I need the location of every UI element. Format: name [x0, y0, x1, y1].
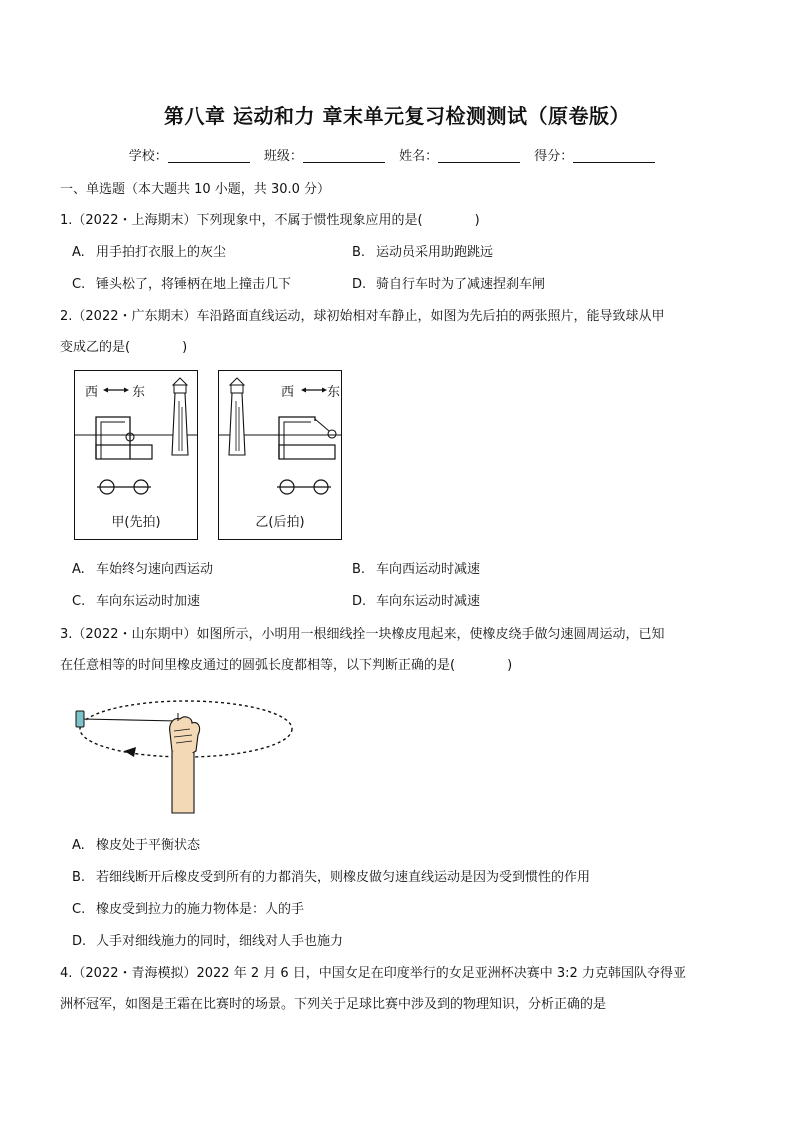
- q3-option-c[interactable]: [72, 898, 304, 917]
- question-2-stem-line1: 2.（2022・广东期末）车沿路面直线运动，球初始相对车静止，如图为先后拍的两张照片，能导致球从甲: [60, 309, 665, 324]
- name-label: 姓名：: [399, 149, 439, 164]
- section-heading: 一、单选题（本大题共 10 小题，共 30.0 分）: [60, 182, 331, 197]
- school-label: 学校：: [128, 149, 168, 164]
- hand-icon: [170, 713, 200, 813]
- question-2-stem-line2: [60, 336, 187, 355]
- q2-option-a[interactable]: [72, 558, 213, 577]
- q1-option-b[interactable]: [352, 241, 493, 260]
- option-text: 车向西运动时减速: [376, 562, 481, 577]
- option-key: B.: [352, 562, 366, 577]
- photo-caption: 乙(后拍): [255, 515, 305, 530]
- option-key: B.: [352, 245, 366, 260]
- option-text: 锤头松了，将锤柄在地上撞击几下: [96, 277, 292, 292]
- option-key: A.: [72, 562, 85, 577]
- option-key: D.: [72, 934, 87, 949]
- student-info-row: [0, 145, 794, 164]
- option-key: C.: [72, 277, 86, 292]
- score-label: 得分：: [534, 149, 574, 164]
- question-3-stem-line2: [60, 654, 512, 673]
- q2-option-b[interactable]: [352, 558, 480, 577]
- page-title: 第八章 运动和力 章末单元复习检测测试（原卷版）: [164, 104, 630, 128]
- option-key: A.: [72, 838, 85, 853]
- photo-frame-yi: [218, 370, 342, 540]
- class-label: 班级：: [263, 149, 303, 164]
- option-key: C.: [72, 594, 86, 609]
- q3-option-b[interactable]: [72, 866, 590, 885]
- option-text: 若细线断开后橡皮受到所有的力都消失，则橡皮做匀速直线运动是因为受到惯性的作用: [96, 870, 591, 885]
- close-paren: ): [182, 340, 188, 355]
- class-blank[interactable]: [303, 148, 385, 163]
- option-text: 车始终匀速向西运动: [96, 562, 214, 577]
- question-1-stem: [60, 209, 480, 228]
- option-key: A.: [72, 245, 85, 260]
- question-4-stem-line2: 洲杯冠军，如图是王霜在比赛时的场景。下列关于足球比赛中涉及到的物理知识，分析正确的是: [60, 997, 607, 1012]
- option-key: D.: [352, 594, 367, 609]
- option-text: 车向东运动时加速: [96, 594, 201, 609]
- question-4-stem-line1: 4.（2022・青海模拟）2022 年 2 月 6 日，中国女足在印度举行的女足亚洲杯决赛中 3:2 力克韩国队夺得亚: [60, 966, 686, 981]
- photo-caption: 甲(先拍): [111, 515, 161, 530]
- option-text: 车向东运动时减速: [376, 594, 481, 609]
- rotating-eraser-figure: [66, 685, 306, 820]
- option-text: 人手对细线施力的同时，细线对人手也施力: [96, 934, 344, 949]
- name-blank[interactable]: [438, 148, 520, 163]
- option-text: 运动员采用助跑跳远: [376, 245, 494, 260]
- q1-option-d[interactable]: [352, 273, 545, 292]
- question-2-text: 变成乙的是(: [60, 340, 131, 355]
- question-3-stem-line1: 3.（2022・山东期中）如图所示，小明用一根细线拴一块橡皮甩起来，使橡皮绕手做匀速圆周运动，已知: [60, 627, 665, 642]
- label-west: 西: [85, 385, 99, 400]
- option-key: D.: [352, 277, 367, 292]
- close-paren: ): [474, 213, 480, 228]
- thread-line: [82, 719, 178, 721]
- school-blank[interactable]: [168, 148, 250, 163]
- label-east: 东: [132, 385, 146, 400]
- q2-option-c[interactable]: [72, 590, 200, 609]
- option-text: 用手拍打衣服上的灰尘: [96, 245, 227, 260]
- motion-arrow: [124, 747, 136, 757]
- score-blank[interactable]: [573, 148, 655, 163]
- label-east: 东: [327, 385, 341, 400]
- q1-option-c[interactable]: [72, 273, 291, 292]
- q3-option-d[interactable]: [72, 930, 343, 949]
- q3-option-a[interactable]: [72, 834, 200, 853]
- photo-frame-jia: [74, 370, 198, 540]
- option-text: 橡皮受到拉力的施力物体是：人的手: [96, 902, 305, 917]
- option-text: 骑自行车时为了减速捏刹车闸: [376, 277, 546, 292]
- question-1-text: 1.（2022・上海期末）下列现象中，不属于惯性现象应用的是(: [60, 213, 423, 228]
- close-paren: ): [507, 658, 513, 673]
- question-3-text: 在任意相等的时间里橡皮通过的圆弧长度都相等，以下判断正确的是(: [60, 658, 456, 673]
- label-west: 西: [281, 385, 295, 400]
- q1-option-a[interactable]: [72, 241, 226, 260]
- option-key: B.: [72, 870, 86, 885]
- q2-option-d[interactable]: [352, 590, 480, 609]
- option-key: C.: [72, 902, 86, 917]
- option-text: 橡皮处于平衡状态: [96, 838, 201, 853]
- eraser-block: [76, 711, 84, 727]
